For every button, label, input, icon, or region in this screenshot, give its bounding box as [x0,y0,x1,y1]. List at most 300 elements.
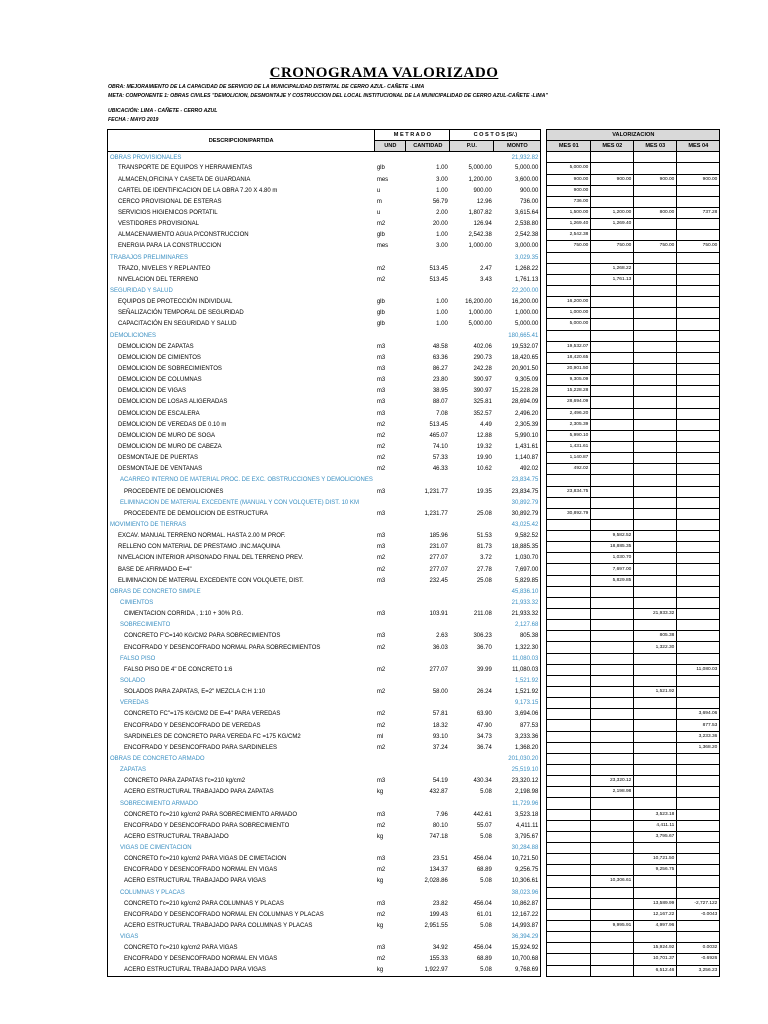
row-description: SOLADOS PARA ZAPATAS, E=2" MEZCLA C:H 1:10 [108,687,375,698]
row-month-3 [634,653,677,664]
row-month-3 [634,531,677,542]
row-month-3 [634,441,677,452]
row-month-2 [591,898,634,909]
row-amount: 28,694.09 [494,397,541,408]
row-description: BASE DE AFIRMADO E=4" [108,564,375,575]
row-amount: 900.00 [494,185,541,196]
row-month-2 [591,185,634,196]
row-amount: 45,836.10 [494,586,541,597]
table-row [108,798,720,809]
table-row [108,475,720,486]
row-month-2 [591,297,634,308]
row-amount: 3,523.18 [494,809,541,820]
row-amount: 18,885.35 [494,542,541,553]
row-month-2 [591,765,634,776]
row-description: CIMENTACION CORRIDA , 1:10 + 30% P.G. [108,609,375,620]
row-description: SOLADO [108,675,375,686]
row-quantity [406,675,450,686]
row-month-4 [677,687,720,698]
row-amount: 2,198.98 [494,787,541,798]
row-unit [375,497,406,508]
row-description: NIVELACION INTERIOR APISONADO FINAL DEL TERRENO PREV. [108,553,375,564]
row-unit-price [450,285,494,296]
row-amount: 11,729.96 [494,798,541,809]
row-unit: m2 [376,221,386,228]
row-month-1: 736.00 [547,196,591,207]
row-month-4 [677,831,720,842]
row-description: ACARREO INTERNO DE MATERIAL PROC. DE EXC. OBSTRUCCIONES Y DEMOLICIONES [108,475,375,486]
row-month-4 [677,776,720,787]
table-row [108,653,720,664]
row-month-4 [677,430,720,441]
row-month-2 [591,464,634,475]
row-unit-price: 27.78 [476,566,492,573]
row-amount: 21,932.82 [494,152,541,163]
row-unit-price: 61.01 [476,911,492,918]
row-month-2 [591,497,634,508]
row-description: DEMOLICION DE LOSAS ALIGERADAS [108,397,375,408]
row-unit-price: 10.62 [476,466,492,473]
table-row [108,609,720,620]
row-amount: 30,892.79 [494,508,541,519]
row-unit-price: 19.90 [476,455,492,462]
row-month-1 [547,152,591,163]
row-unit: m3 [376,778,386,785]
row-unit-price: 900.00 [473,187,492,194]
row-unit-price: 68.89 [476,956,492,963]
table-row [108,285,720,296]
row-unit [375,152,406,163]
row-quantity: 513.45 [429,276,448,283]
row-month-4 [677,609,720,620]
row-quantity: 88.07 [432,399,448,406]
row-unit-price: 290.73 [473,354,492,361]
row-month-4 [677,586,720,597]
row-month-2 [591,687,634,698]
row-unit-price: 442.61 [473,811,492,818]
row-month-4 [677,363,720,374]
obra-line: OBRA: MEJORAMIENTO DE LA CAPACIDAD DE SERVICIO DE LA MUNICIPALIDAD DISTRITAL DE CERRO AZUL- CAÑETE -LIMA [108,84,425,90]
row-month-1 [547,542,591,553]
row-month-2 [591,653,634,664]
row-month-1 [547,597,591,608]
row-quantity: 465.07 [429,432,448,439]
row-unit: m2 [376,867,386,874]
row-description: OBRAS PROVISIONALES [108,152,375,163]
row-month-3: 9,256.75 [634,865,677,876]
row-amount: 1,368.20 [494,742,541,753]
table-row [108,776,720,787]
row-description: CARTEL DE IDENTIFICACION DE LA OBRA 7.20 X 4.80 m [108,185,375,196]
row-amount: 2,305.39 [494,419,541,430]
row-unit: glb [376,321,385,328]
row-quantity: 23.80 [432,377,448,384]
row-amount: 1,322.30 [494,642,541,653]
row-amount: 9,305.09 [494,375,541,386]
row-month-1: 2,305.39 [547,419,591,430]
row-month-3: 6,512.46 [634,965,677,976]
row-quantity [406,475,450,486]
row-month-3 [634,464,677,475]
row-description: CONCRETO f'c=210 kg/cm2 PARA VIGAS DE CIMETACION [108,854,375,865]
row-unit-price [450,843,494,854]
row-quantity [406,887,450,898]
row-month-4 [677,642,720,653]
row-month-2: 900.00 [591,174,634,185]
row-quantity: 56.79 [432,198,448,205]
table-row [108,854,720,865]
table-row [108,397,720,408]
table-row [108,564,720,575]
row-unit-price: 4.49 [480,421,492,428]
row-amount: 3,795.67 [494,831,541,842]
row-month-3: 800.00 [634,207,677,218]
row-month-4: -2,727.122 [677,898,720,909]
row-unit [375,698,406,709]
row-description: ZAPATAS [108,765,375,776]
row-month-3 [634,330,677,341]
row-unit: m3 [376,945,386,952]
row-month-1 [547,263,591,274]
fecha-line: FECHA : MAYO 2019 [108,117,159,123]
table-row [108,943,720,954]
row-month-1: 5,000.00 [547,163,591,174]
row-quantity: 57.81 [432,711,448,718]
row-month-1 [547,820,591,831]
row-amount: 5,000.00 [494,163,541,174]
row-quantity: 54.19 [432,778,448,785]
row-month-1: 492.02 [547,464,591,475]
row-month-4: 900.00 [677,174,720,185]
row-unit-price: 456.04 [473,900,492,907]
row-unit-price [450,653,494,664]
row-unit: m3 [376,544,386,551]
row-description: FALSO PISO [108,653,375,664]
row-unit: m3 [376,410,386,417]
row-month-3 [634,742,677,753]
row-month-4 [677,653,720,664]
row-month-1: 2,542.38 [547,230,591,241]
row-month-4 [677,285,720,296]
row-month-2 [591,620,634,631]
table-row [108,152,720,163]
row-month-1 [547,932,591,943]
row-description: ACERO ESTRUCTURAL TRABAJADO PARA VIGAS [108,965,375,976]
table-row [108,820,720,831]
row-unit-price [450,798,494,809]
row-month-3 [634,698,677,709]
row-unit-price: 34.73 [476,733,492,740]
row-unit-price: 51.53 [476,533,492,540]
row-unit: m2 [376,644,386,651]
row-unit-price [450,753,494,764]
row-quantity [406,653,450,664]
row-month-4 [677,876,720,887]
table-row [108,330,720,341]
row-unit: kg [376,923,384,930]
row-month-4 [677,352,720,363]
row-quantity: 38.95 [432,388,448,395]
row-month-1 [547,664,591,675]
row-unit: m2 [376,432,386,439]
row-month-2 [591,709,634,720]
row-month-1 [547,887,591,898]
table-row [108,809,720,820]
row-description: RELLENO CON MATERIAL DE PRESTAMO .INC.MAQUINA [108,542,375,553]
row-quantity [406,497,450,508]
row-month-3: 3,795.67 [634,831,677,842]
row-month-3: 10,701.37 [634,954,677,965]
row-month-4 [677,453,720,464]
table-row [108,263,720,274]
row-month-4 [677,809,720,820]
row-amount: 2,496.20 [494,408,541,419]
row-month-2 [591,375,634,386]
row-amount: 2,127.68 [494,620,541,631]
row-month-1: 23,834.75 [547,486,591,497]
row-month-1: 15,228.28 [547,386,591,397]
row-quantity: 86.27 [432,366,448,373]
row-unit: glb [376,232,385,239]
row-unit [375,597,406,608]
row-description: VIGAS [108,932,375,943]
table-row [108,297,720,308]
row-quantity: 2.63 [436,633,448,640]
table-row [108,419,720,430]
row-month-2 [591,831,634,842]
row-quantity: 1.00 [436,232,448,239]
row-month-4 [677,553,720,564]
row-description: NIVELACION DEL TERRENO [108,274,375,285]
row-month-4 [677,631,720,642]
row-amount: 23,320.12 [494,776,541,787]
row-month-4 [677,185,720,196]
row-description: DESMONTAJE DE VENTANAS [108,464,375,475]
table-row [108,731,720,742]
row-unit-price: 39.99 [476,666,492,673]
row-month-4 [677,575,720,586]
row-amount: 10,306.61 [494,876,541,887]
row-amount: 19,532.07 [494,341,541,352]
row-month-2 [591,664,634,675]
row-month-3 [634,453,677,464]
table-row [108,497,720,508]
row-month-3 [634,932,677,943]
row-unit: m2 [376,421,386,428]
row-quantity: 74.10 [432,444,448,450]
row-description: SEÑALIZACIÓN TEMPORAL DE SEGURIDAD [108,308,375,319]
row-unit: m3 [376,900,386,907]
row-unit [375,887,406,898]
row-description: ENCOFRADO Y DESENCOFRADO NORMAL EN VIGAS [108,865,375,876]
row-month-2 [591,341,634,352]
row-amount: 4,411.11 [494,820,541,831]
row-month-2 [591,753,634,764]
row-month-1 [547,753,591,764]
row-amount: 805.38 [494,631,541,642]
row-quantity: 58.00 [432,689,448,696]
row-month-3 [634,486,677,497]
row-month-1: 28,694.09 [547,397,591,408]
row-amount: 3,000.00 [494,241,541,252]
row-month-4 [677,408,720,419]
row-description: CONCRETO f'c=210 kg/cm2 PARA SOBRECIMIENTO ARMADO [108,809,375,820]
header-mes2: MES 02 [591,141,634,152]
row-month-2 [591,698,634,709]
row-amount: 15,228.28 [494,386,541,397]
row-month-3 [634,887,677,898]
row-month-4 [677,542,720,553]
row-description: DEMOLICION DE COLUMNAS [108,375,375,386]
row-unit: glb [376,165,385,172]
row-month-2 [591,642,634,653]
row-month-1: 1,431.61 [547,441,591,452]
row-month-3 [634,386,677,397]
row-month-1 [547,765,591,776]
row-unit: m2 [376,566,386,573]
row-quantity: 2,951.55 [424,923,448,930]
row-month-1 [547,620,591,631]
row-description: ELIMINACION DE MATERIAL EXCEDENTE CON VOLQUETE, DIST. [108,575,375,586]
row-unit-price: 3.43 [480,276,492,283]
row-month-2 [591,887,634,898]
row-unit: m2 [376,466,386,473]
table-row [108,742,720,753]
row-month-4 [677,497,720,508]
row-month-3 [634,230,677,241]
row-month-1: 9,305.09 [547,375,591,386]
row-amount: 10,721.50 [494,854,541,865]
row-quantity: 3.00 [436,176,448,183]
table-row [108,575,720,586]
row-month-3 [634,798,677,809]
row-month-4 [677,887,720,898]
row-description: VIGAS DE CIMENTACION [108,843,375,854]
row-description: VEREDAS [108,698,375,709]
row-unit-price: 36.74 [476,744,492,751]
row-month-3 [634,430,677,441]
row-unit [375,798,406,809]
row-unit: m2 [376,444,386,450]
row-unit-price: 352.57 [473,410,492,417]
row-unit-price: 25.08 [476,577,492,584]
row-description: ENCOFRADO Y DESENCOFRADO DE VEREDAS [108,720,375,731]
table-row [108,341,720,352]
row-description: CIMIENTOS [108,597,375,608]
row-month-3 [634,397,677,408]
row-month-2 [591,731,634,742]
row-description: SOBRECIMIENTO ARMADO [108,798,375,809]
row-month-4 [677,920,720,931]
row-month-2 [591,965,634,976]
row-month-1: 900.00 [547,185,591,196]
table-row [108,486,720,497]
table-row [108,765,720,776]
row-month-2 [591,285,634,296]
row-month-4: -0.0043 [677,909,720,920]
table-row [108,274,720,285]
row-month-4: 877.53 [677,720,720,731]
row-month-2: 1,268.22 [591,263,634,274]
row-unit: m3 [376,388,386,395]
row-month-2 [591,508,634,519]
row-unit: m2 [376,956,386,963]
row-description: PROCEDENTE DE DEMOLICION DE ESTRUCTURA [108,508,375,519]
row-amount: 30,284.88 [494,843,541,854]
row-amount: 5,990.10 [494,430,541,441]
row-month-4 [677,397,720,408]
row-month-4 [677,932,720,943]
row-month-3 [634,163,677,174]
row-description: ALMACENAMIENTO AGUA P/CONSTRUCCION [108,230,375,241]
row-amount: 1,761.13 [494,274,541,285]
row-month-1 [547,330,591,341]
row-unit-price: 25.08 [476,510,492,517]
table-row [108,375,720,386]
table-row [108,831,720,842]
row-month-2 [591,809,634,820]
row-description: ALMACEN,OFICINA Y CASETA DE GUARDANIA [108,174,375,185]
row-description: CERCO PROVISIONAL DE ESTERAS [108,196,375,207]
row-quantity [406,152,450,163]
row-unit-price: 5.08 [450,965,494,976]
row-month-1 [547,553,591,564]
row-description: SEGURIDAD Y SALUD [108,285,375,296]
row-month-4 [677,620,720,631]
table-body [108,152,720,976]
row-unit [375,653,406,664]
table-row [108,876,720,887]
row-month-1 [547,831,591,842]
row-description: ENERGIA PARA LA CONSTRUCCION [108,241,375,252]
row-quantity: 1.00 [436,165,448,172]
row-quantity: 155.33 [429,956,448,963]
header-cantidad: CANTIDAD [406,141,450,152]
row-month-1: 1,269.40 [547,219,591,230]
table-row [108,207,720,218]
row-month-3 [634,252,677,263]
table-row [108,865,720,876]
row-unit: kg [376,833,384,840]
row-unit: m2 [376,822,386,829]
row-quantity: 1.00 [436,187,448,194]
row-quantity: 277.07 [429,566,448,573]
row-description: VESTIDORES PROVISIONAL [108,219,375,230]
row-amount: 14,993.87 [494,920,541,931]
row-unit [375,586,406,597]
row-amount: 3,029.35 [494,252,541,263]
row-unit-price [450,475,494,486]
row-description: TRAZO, NIVELES Y REPLANTEO [108,263,375,274]
row-quantity: 277.07 [429,555,448,562]
row-month-1 [547,497,591,508]
table-row [108,408,720,419]
row-description: DEMOLICION DE VEREDAS DE 0.10 m [108,419,375,430]
row-month-3 [634,564,677,575]
row-description: MOVIMIENTO DE TIERRAS [108,519,375,530]
row-month-2 [591,954,634,965]
row-month-3 [634,620,677,631]
row-month-1 [547,787,591,798]
table-row [108,965,720,976]
row-month-1 [547,731,591,742]
row-amount: 10,862.87 [494,898,541,909]
row-unit: m3 [376,577,386,584]
row-month-3 [634,152,677,163]
row-month-3 [634,352,677,363]
row-amount: 3,233.36 [494,731,541,742]
row-unit-price [450,519,494,530]
